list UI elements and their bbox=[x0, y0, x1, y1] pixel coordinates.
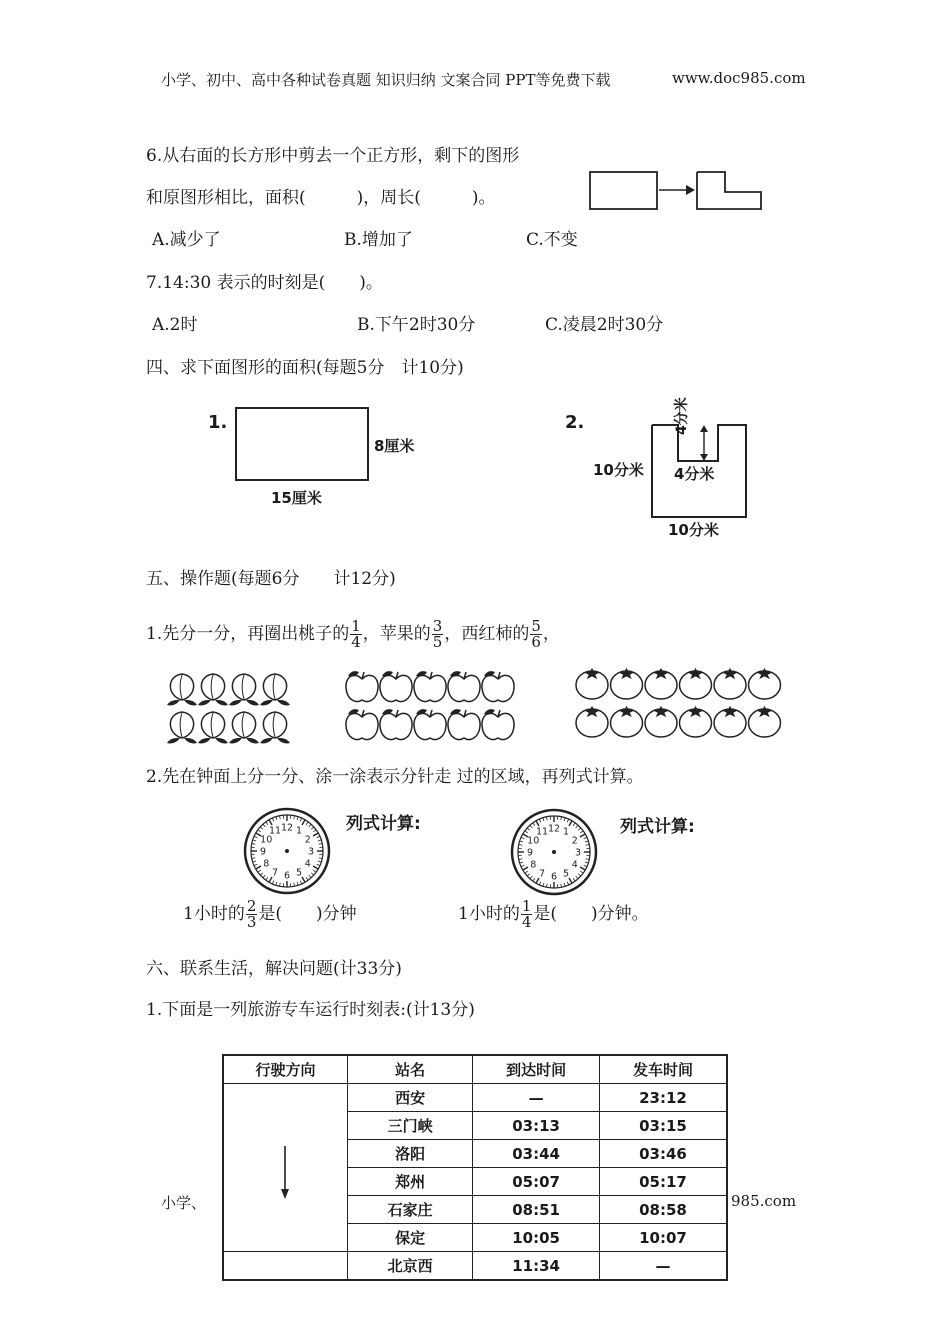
clock-tick bbox=[263, 875, 265, 878]
clock-tick bbox=[254, 836, 257, 837]
clock-tick bbox=[527, 828, 530, 830]
depart: 03:46 bbox=[599, 1140, 727, 1168]
clock-tick bbox=[313, 866, 318, 869]
q6-arrow-head bbox=[686, 185, 695, 195]
clock-tick bbox=[521, 865, 524, 866]
clock-tick bbox=[252, 858, 255, 859]
clock-tick bbox=[525, 871, 528, 873]
clock-tick bbox=[313, 833, 318, 836]
clock-tick bbox=[584, 837, 587, 838]
apple-fraction: $\frac{3}{5}$ bbox=[432, 617, 443, 651]
clock-tick bbox=[313, 830, 316, 832]
clock-number: 9 bbox=[526, 847, 534, 859]
clock-tick bbox=[561, 817, 562, 820]
peach-icon bbox=[260, 712, 290, 743]
depart: 23:12 bbox=[599, 1084, 727, 1112]
th-arrive: 到达时间 bbox=[473, 1055, 600, 1084]
apple-group bbox=[345, 666, 520, 744]
clock-tick bbox=[297, 817, 298, 820]
clock-number: 1 bbox=[295, 825, 303, 837]
clock-number: 5 bbox=[562, 868, 570, 880]
calc-label-right: 列式计算: bbox=[620, 817, 695, 837]
tomato-fraction: $\frac{5}{6}$ bbox=[531, 617, 541, 651]
clock-tick bbox=[567, 882, 568, 885]
clock-number: 2 bbox=[571, 835, 578, 847]
section4-title: 四、求下面图形的面积(每题5分 计10分) bbox=[146, 358, 464, 378]
clock-tick bbox=[580, 867, 585, 870]
clock-tick bbox=[519, 845, 522, 846]
section5-title: 五、操作题(每题6分 计12分) bbox=[146, 569, 396, 589]
clock-tick bbox=[519, 859, 522, 860]
th-direction: 行驶方向 bbox=[223, 1055, 347, 1084]
clock-tick bbox=[306, 822, 308, 825]
clock-tick bbox=[564, 883, 565, 886]
station: 西安 bbox=[347, 1084, 472, 1112]
clock-tick bbox=[533, 878, 535, 881]
clock-tick bbox=[252, 844, 255, 845]
clock-number: 7 bbox=[538, 868, 546, 880]
tomato-icon bbox=[749, 706, 781, 737]
fig2-number: 2. bbox=[565, 412, 585, 433]
depart: — bbox=[599, 1252, 727, 1281]
th-depart: 发车时间 bbox=[599, 1055, 727, 1084]
q7-option-c: C.凌晨2时30分 bbox=[545, 315, 664, 335]
clock-tick bbox=[258, 870, 261, 872]
clock-tick bbox=[539, 882, 540, 885]
clock-tick bbox=[543, 883, 544, 886]
tomato-icon bbox=[645, 668, 677, 699]
station: 北京西 bbox=[347, 1252, 472, 1281]
clock-tick bbox=[260, 873, 263, 875]
clock-center bbox=[285, 849, 289, 853]
fig2-bottom-label: 10分米 bbox=[668, 521, 719, 539]
fig2-notch-depth-label: 4分米 bbox=[674, 397, 690, 435]
clock-tick bbox=[269, 820, 272, 825]
clock-tick bbox=[576, 876, 578, 879]
clock-number: 1 bbox=[562, 826, 570, 838]
clock-center bbox=[552, 850, 556, 854]
clock-number: 2 bbox=[304, 834, 311, 846]
apple-icon bbox=[414, 671, 446, 701]
clock-tick bbox=[580, 871, 583, 873]
tomato-icon bbox=[576, 706, 608, 737]
clock-tick bbox=[539, 819, 540, 822]
header-url: www.doc985.com bbox=[672, 69, 806, 87]
clock-number: 6 bbox=[550, 871, 558, 883]
clock-tick bbox=[311, 873, 314, 875]
clock-tick bbox=[536, 821, 539, 826]
clock-tick bbox=[254, 864, 257, 865]
peach-icon bbox=[229, 674, 259, 705]
clock-tick bbox=[266, 822, 268, 825]
peach-icon bbox=[198, 674, 228, 705]
clock-tick bbox=[561, 884, 562, 887]
station: 三门峡 bbox=[347, 1112, 472, 1140]
clock-tick bbox=[580, 834, 585, 837]
clock-tick bbox=[318, 840, 321, 841]
tomato-icon bbox=[611, 668, 643, 699]
q7-line: 7.14:30 表示的时刻是( )。 bbox=[146, 273, 383, 293]
footer-left: 小学、 bbox=[161, 1194, 207, 1212]
section5-q2-line: 2.先在钟面上分一分、涂一涂表示分针走 过的区域，再列式计算。 bbox=[146, 767, 644, 787]
apple-icon bbox=[346, 671, 378, 701]
clock-number: 3 bbox=[307, 846, 315, 858]
clock-tick bbox=[521, 837, 524, 838]
station: 洛阳 bbox=[347, 1140, 472, 1168]
clock-tick bbox=[272, 818, 273, 821]
clock-number: 3 bbox=[574, 847, 582, 859]
peach-icon bbox=[260, 674, 290, 705]
fig2-notch-width-label: 4分米 bbox=[674, 465, 715, 483]
clock-tick bbox=[530, 825, 532, 828]
arrive: 03:13 bbox=[473, 1112, 600, 1140]
clock-tick bbox=[302, 820, 305, 825]
timetable-header-row bbox=[223, 1055, 727, 1084]
peach-group bbox=[165, 668, 300, 748]
depart: 05:17 bbox=[599, 1168, 727, 1196]
apple-icon bbox=[482, 709, 514, 739]
clock-right-question: 1小时的 $\frac{1}{4}$ 是( )分钟。 bbox=[458, 897, 649, 931]
tomato-group bbox=[575, 664, 785, 740]
clock-number: 11 bbox=[535, 826, 549, 838]
clock-tick bbox=[543, 818, 544, 821]
section6-title: 六、联系生活，解决问题(计33分) bbox=[146, 959, 402, 979]
clock-tick bbox=[525, 831, 528, 833]
tomato-icon bbox=[680, 706, 712, 737]
clock-tick bbox=[297, 882, 298, 885]
station: 石家庄 bbox=[347, 1196, 472, 1224]
clock-tick bbox=[318, 861, 321, 862]
clock-number: 8 bbox=[263, 858, 270, 870]
clock-tick bbox=[253, 840, 256, 841]
direction-empty bbox=[223, 1252, 347, 1281]
fig1-width-label: 15厘米 bbox=[271, 489, 322, 507]
clock-tick bbox=[523, 867, 528, 870]
clock-number: 4 bbox=[304, 858, 311, 870]
clock-tick bbox=[266, 877, 268, 880]
apple-icon bbox=[482, 671, 514, 701]
clock-tick bbox=[300, 881, 301, 884]
clock-tick bbox=[317, 836, 320, 837]
apple-icon bbox=[448, 709, 480, 739]
q6-cut-shape bbox=[697, 172, 761, 209]
fig2-side-label: 10分米 bbox=[593, 461, 644, 479]
tomato-icon bbox=[714, 706, 746, 737]
clock-tick bbox=[313, 870, 316, 872]
table-row bbox=[223, 1252, 727, 1281]
apple-icon bbox=[414, 709, 446, 739]
clock-face-right bbox=[511, 809, 597, 895]
clock-number: 12 bbox=[547, 823, 561, 835]
q7-option-a: A.2时 bbox=[152, 315, 198, 335]
clock-tick bbox=[309, 824, 311, 827]
clock-tick bbox=[280, 883, 281, 886]
clock-number: 6 bbox=[283, 870, 291, 882]
arrive: 11:34 bbox=[473, 1252, 600, 1281]
clock-tick bbox=[319, 844, 322, 845]
header-text: 小学、初中、高中各种试卷真题 知识归纳 文案合同 PPT等免费下载 bbox=[161, 71, 611, 89]
peach-icon bbox=[229, 712, 259, 743]
depart: 08:58 bbox=[599, 1196, 727, 1224]
peach-fraction: $\frac{1}{4}$ bbox=[351, 617, 361, 651]
apple-icon bbox=[380, 671, 412, 701]
clock-tick bbox=[527, 874, 530, 876]
clock-tick bbox=[309, 875, 311, 878]
calc-label-left: 列式计算: bbox=[346, 814, 421, 834]
q6-option-c: C.不变 bbox=[526, 230, 578, 250]
clock-tick bbox=[256, 866, 261, 869]
clock-tick bbox=[585, 862, 588, 863]
arrive: 03:44 bbox=[473, 1140, 600, 1168]
clock-tick bbox=[520, 862, 523, 863]
clock-tick bbox=[547, 817, 548, 820]
table-row bbox=[223, 1084, 727, 1112]
q6-line1: 6.从右面的长方形中剪去一个正方形，剩下的图形 bbox=[146, 146, 520, 166]
fig1-number: 1. bbox=[208, 412, 228, 433]
depart: 03:15 bbox=[599, 1112, 727, 1140]
clock-tick bbox=[584, 865, 587, 866]
clock-number: 11 bbox=[268, 825, 282, 837]
clock-tick bbox=[580, 831, 583, 833]
clock-tick bbox=[573, 878, 575, 881]
apple-icon bbox=[380, 709, 412, 739]
q6-original-rectangle bbox=[590, 172, 657, 209]
tomato-icon bbox=[749, 668, 781, 699]
station: 保定 bbox=[347, 1224, 472, 1252]
peach-icon bbox=[167, 674, 197, 705]
clock-tick bbox=[586, 859, 589, 860]
tomato-icon bbox=[645, 706, 677, 737]
clock-number: 10 bbox=[527, 835, 540, 847]
footer-right: 985.com bbox=[731, 1192, 797, 1210]
q7-option-b: B.下午2时30分 bbox=[357, 315, 476, 335]
apple-icon bbox=[448, 671, 480, 701]
clock-tick bbox=[272, 881, 273, 884]
clock-tick bbox=[300, 818, 301, 821]
tomato-icon bbox=[576, 668, 608, 699]
fig1-height-label: 8厘米 bbox=[374, 437, 415, 455]
clock-tick bbox=[260, 827, 263, 829]
clock-tick bbox=[576, 825, 578, 828]
tomato-icon bbox=[680, 668, 712, 699]
fig1-rectangle bbox=[235, 407, 370, 482]
section5-q1-line: 1.先分一分，再圈出桃子的 $\frac{1}{4}$ ，苹果的 $\frac{3}{5}$ ，西红柿的 $\frac{5}{6}$ ， bbox=[146, 617, 560, 651]
peach-icon bbox=[198, 712, 228, 743]
station: 郑州 bbox=[347, 1168, 472, 1196]
clock-tick bbox=[578, 874, 581, 876]
clock-tick bbox=[586, 845, 589, 846]
clock-tick bbox=[520, 841, 523, 842]
q6-rectangle-figure bbox=[589, 170, 764, 212]
clock-tick bbox=[319, 858, 322, 859]
clock-tick bbox=[573, 823, 575, 826]
clock-tick bbox=[294, 816, 295, 819]
clock-face-left bbox=[244, 808, 330, 894]
q6-option-b: B.增加了 bbox=[344, 230, 413, 250]
clock-number: 4 bbox=[571, 859, 578, 871]
direction-cell bbox=[223, 1084, 347, 1252]
clock-tick bbox=[547, 884, 548, 887]
section6-q1: 1.下面是一列旅游专车运行时刻表:(计13分) bbox=[146, 1000, 475, 1020]
q6-option-a: A.减少了 bbox=[152, 230, 221, 250]
clock-number: 8 bbox=[530, 859, 537, 871]
arrive: 10:05 bbox=[473, 1224, 600, 1252]
tomato-icon bbox=[714, 668, 746, 699]
clock-tick bbox=[263, 824, 265, 827]
clock-tick bbox=[253, 861, 256, 862]
clock-number: 10 bbox=[260, 834, 273, 846]
clock-tick bbox=[585, 841, 588, 842]
clock-tick bbox=[578, 828, 581, 830]
q6-line2: 和原图形相比，面积( )，周长( )。 bbox=[146, 188, 496, 208]
clock-tick bbox=[276, 882, 277, 885]
clock-number: 7 bbox=[271, 867, 279, 879]
arrive: 05:07 bbox=[473, 1168, 600, 1196]
clock-number: 9 bbox=[259, 846, 267, 858]
clock-tick bbox=[317, 864, 320, 865]
clock-number: 5 bbox=[295, 867, 303, 879]
arrive: — bbox=[473, 1084, 600, 1112]
clock-tick bbox=[294, 883, 295, 886]
clock-tick bbox=[569, 821, 572, 826]
clock-tick bbox=[530, 876, 532, 879]
timetable bbox=[222, 1054, 728, 1281]
th-station: 站名 bbox=[347, 1055, 472, 1084]
clock-tick bbox=[533, 823, 535, 826]
clock-tick bbox=[258, 830, 261, 832]
clock-tick bbox=[564, 818, 565, 821]
clock-number: 12 bbox=[280, 822, 294, 834]
clock-tick bbox=[306, 877, 308, 880]
clock-tick bbox=[276, 817, 277, 820]
clock-left-question: 1小时的 $\frac{2}{3}$ 是( )分钟 bbox=[183, 897, 357, 931]
clock-tick bbox=[569, 878, 572, 883]
peach-icon bbox=[167, 712, 197, 743]
clock-tick bbox=[311, 827, 314, 829]
depart: 10:07 bbox=[599, 1224, 727, 1252]
arrive: 08:51 bbox=[473, 1196, 600, 1224]
clock-tick bbox=[280, 816, 281, 819]
down-arrow-icon bbox=[277, 1144, 293, 1200]
clock-tick bbox=[302, 877, 305, 882]
tomato-icon bbox=[611, 706, 643, 737]
clock-tick bbox=[567, 819, 568, 822]
apple-icon bbox=[346, 709, 378, 739]
